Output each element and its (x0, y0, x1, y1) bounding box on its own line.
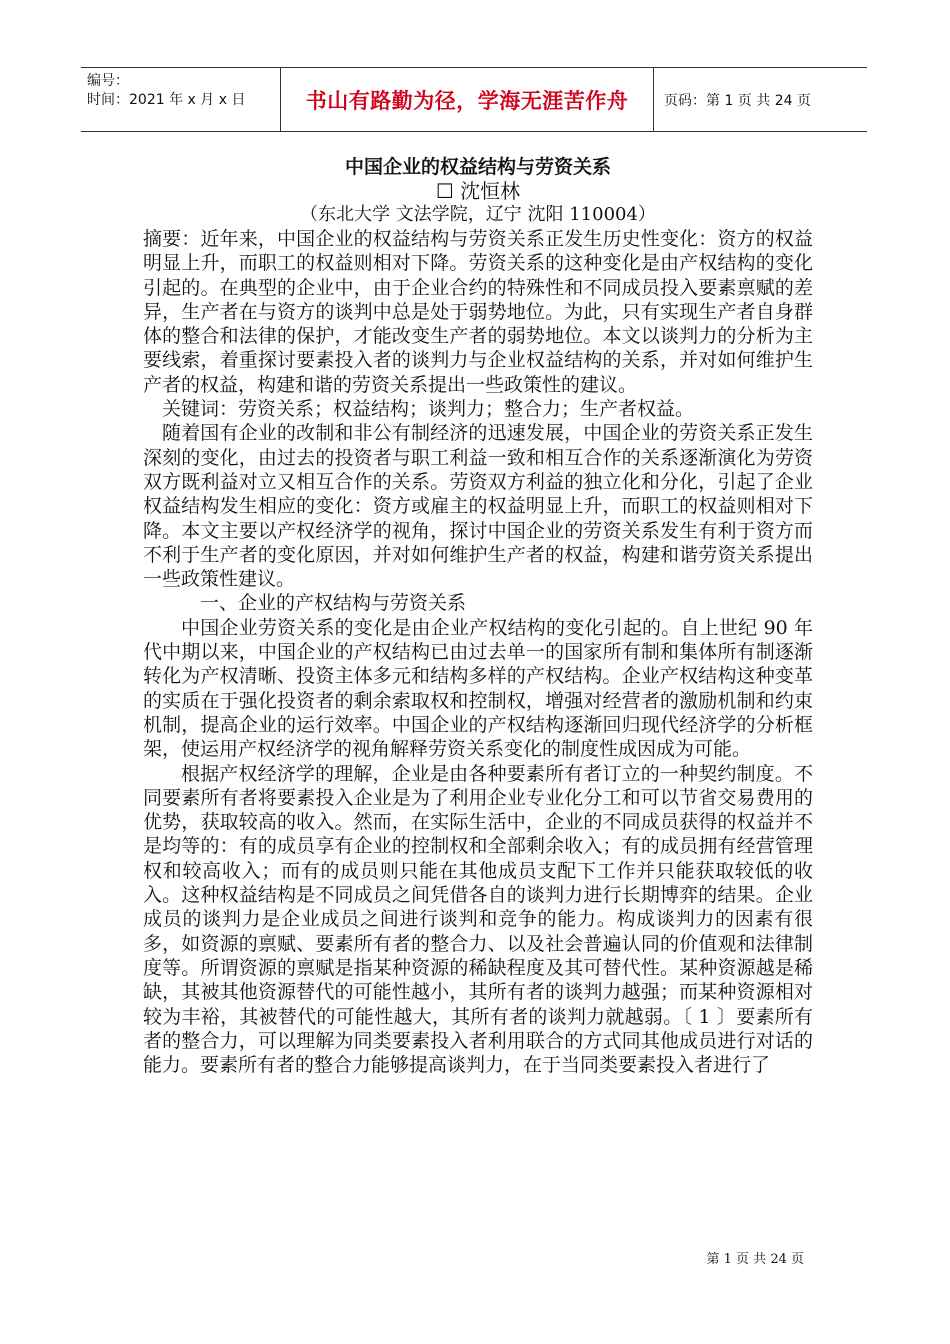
document-number-label: 编号： (87, 73, 129, 89)
header-page-number: 页码：第 1 页 共 24 页 (664, 92, 811, 109)
abstract-paragraph: 摘要：近年来，中国企业的权益结构与劳资关系正发生历史性变化：资方的权益明显上升，而职工的权益则相对下降。劳资关系的这种变化是由产权结构的变化引起的。在典型的企业中，由于企业合约的特殊性和不同成员投入要素禀赋的差异，生产者在与资方的谈判中总是处于弱势地位。为此，只有实现生产者自身群体的整合和法律的保护，才能改变生产者的弱势地位。本文以谈判力的分析为主要线索，着重探讨要素投入者的谈判力与企业权益结构的关系，并对如何维护生产者的权益，构建和谐的劳资关系提出一些政策性的建议。 (143, 228, 813, 396)
keywords-paragraph: 关键词：劳资关系；权益结构；谈判力；整合力；生产者权益。 (162, 398, 695, 421)
article-affiliation: （东北大学 文法学院，辽宁 沈阳 110004） (300, 204, 656, 225)
header-motto: 书山有路勤为径，学海无涯苦作舟 (280, 68, 654, 131)
header-meta (81, 68, 280, 131)
article-title: 中国企业的权益结构与劳资关系 (344, 156, 611, 178)
body-paragraph: 中国企业劳资关系的变化是由企业产权结构的变化引起的。自上世纪 90 年代中期以来，中国企业的产权结构已由过去单一的国家所有制和集体所有制逐渐转化为产权清晰、投资主体多元和结构多样的产权结构。企业产权结构这种变革的实质在于强化投资者的剩余索取权和控制权，增强对经营者的激励机制和约束机制，提高企业的运行效率。中国企业的产权结构逐渐回归现代经济学的分析框架，使运用产权经济学的视角解释劳资关系变化的制度性成因成为可能。 (143, 616, 813, 761)
page-footer: 第 1 页 共 24 页 (706, 1252, 804, 1267)
intro-paragraph: 随着国有企业的改制和非公有制经济的迅速发展，中国企业的劳资关系正发生深刻的变化，由过去的投资者与职工利益一致和相互合作的关系逐渐演化为劳资双方既利益对立又相互合作的关系。劳资双方利益的独立化和分化，引起了企业权益结构发生相应的变化：资方或雇主的权益明显上升，而职工的权益则相对下降。本文主要以产权经济学的视角，探讨中国企业的劳资关系发生有利于资方而不利于生产者的变化原因，并对如何维护生产者的权益，构建和谐劳资关系提出一些政策性建议。 (143, 422, 813, 591)
page-header (81, 67, 867, 132)
document-time-label: 时间：2021 年 x 月 x 日 (87, 92, 246, 108)
body-paragraph: 根据产权经济学的理解，企业是由各种要素所有者订立的一种契约制度。不同要素所有者将要素投入企业是为了利用企业专业化分工和可以节省交易费用的优势，获取较高的收入。然而，在实际生活中，企业的不同成员获得的权益并不是均等的：有的成员享有企业的控制权和全部剩余收入；有的成员拥有经营管理权和较高收入；而有的成员则只能在其他成员支配下工作并只能获取较低的收入。这种权益结构是不同成员之间凭借各自的谈判力进行长期博弈的结果。企业成员的谈判力是企业成员之间进行谈判和竞争的能力。构成谈判力的因素有很多，如资源的禀赋、要素所有者的整合力、以及社会普遍认同的价值观和法律制度等。所谓资源的禀赋是指某种资源的稀缺程度及其可替代性。某种资源越是稀缺，其被其他资源替代的可能性越小，其所有者的谈判力越强；而某种资源相对较为丰裕，其被替代的可能性越大，其所有者的谈判力就越弱。〔 1 〕要素所有者的整合力，可以理解为同类要素投入者利用联合的方式同其他成员进行对话的能力。要素所有者的整合力能够提高谈判力，在于当同类要素投入者进行了 (143, 762, 813, 1077)
article-body (143, 155, 813, 1077)
article-author: ☐ 沈恒林 (435, 179, 521, 203)
section-heading: 一、企业的产权结构与劳资关系 (200, 592, 467, 615)
